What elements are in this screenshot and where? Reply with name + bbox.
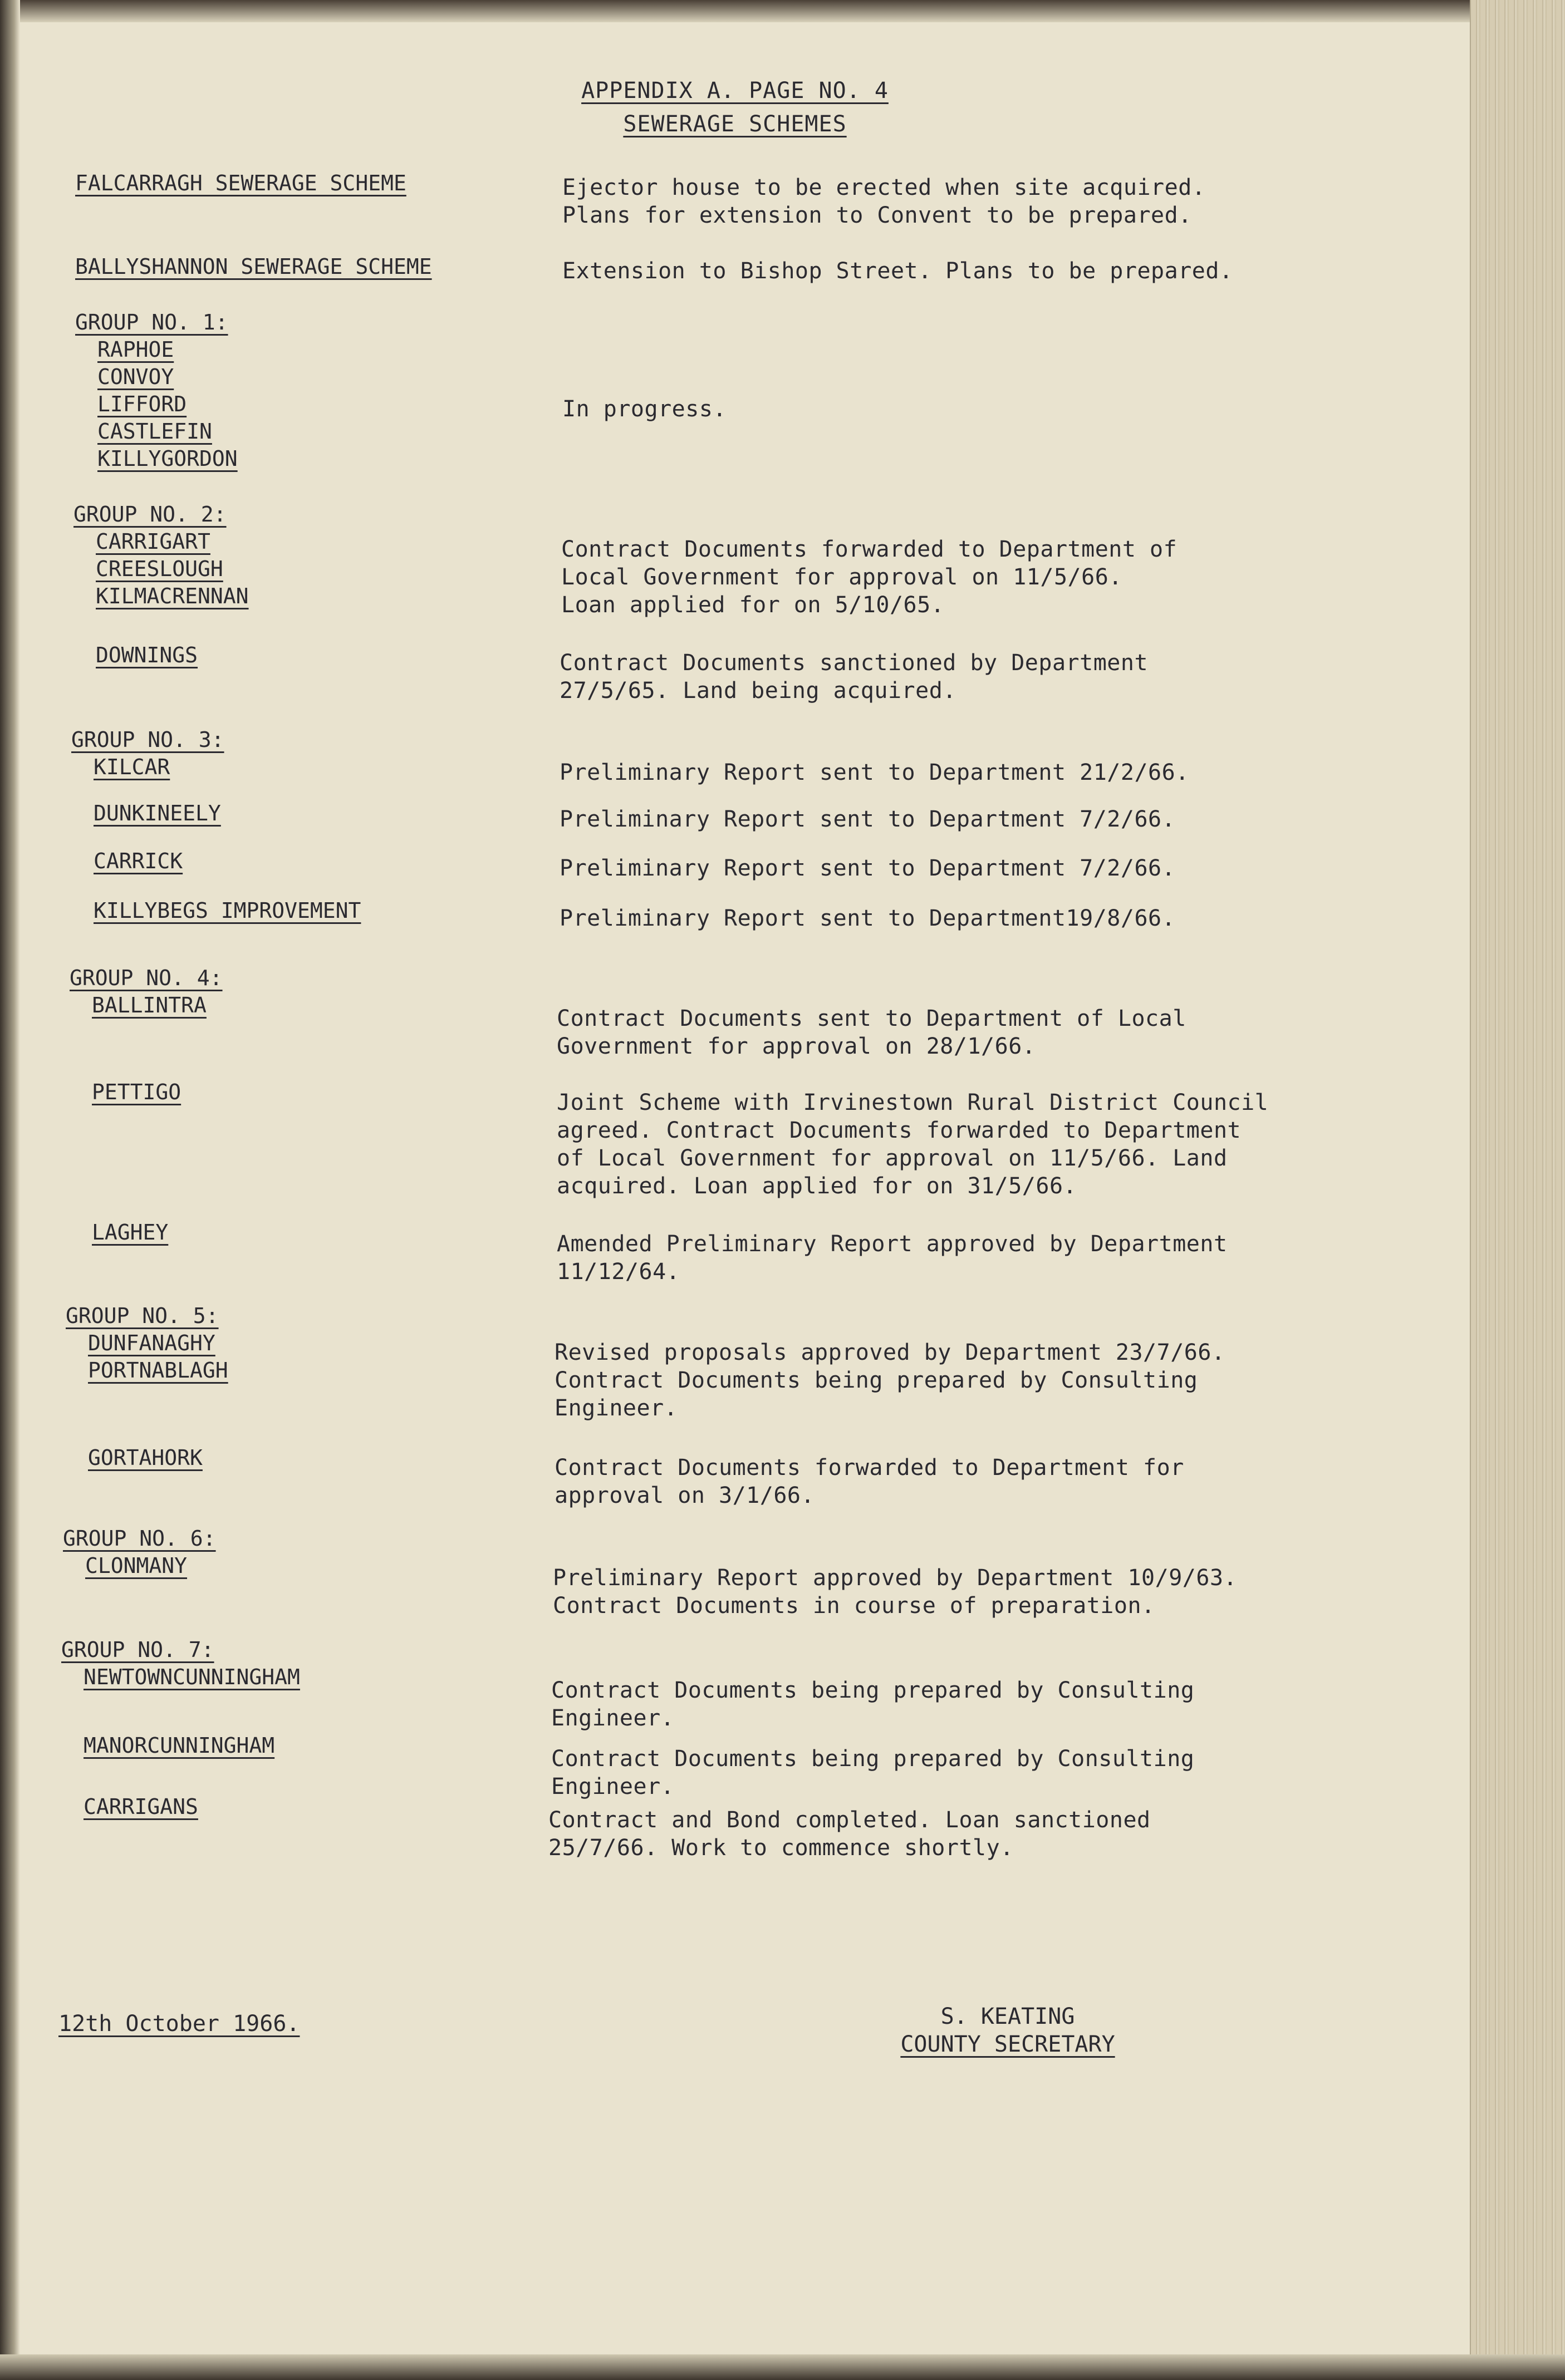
- signature-title: COUNTY SECRETARY: [900, 2032, 1115, 2057]
- page-edge-top: [0, 0, 1565, 22]
- scheme-label-dunkineely: DUNKINEELY: [94, 801, 221, 825]
- document-date: 12th October 1966.: [58, 2011, 300, 2037]
- scheme-label-falcarragh: FALCARRAGH SEWERAGE SCHEME: [75, 171, 406, 195]
- scheme-status-pettigo: Joint Scheme with Irvinestown Rural District Council agreed. Contract Documents forwarded to Department of Local Government for approval on 11/5/66. Land acquired. Loan applied for on 31/5/66.: [557, 1090, 1269, 1199]
- group-2-status: Contract Documents forwarded to Department of Local Government for approval on 11/5/66. Loan applied for on 5/10/65.: [561, 537, 1178, 618]
- page-edge-bottom: [0, 2354, 1565, 2380]
- group-3: GROUP NO. 3: KILCAR: [71, 727, 224, 779]
- scheme-status-laghey: Amended Preliminary Report approved by Department 11/12/64.: [557, 1231, 1228, 1285]
- scheme-label-killybegs: KILLYBEGS IMPROVEMENT: [94, 898, 361, 923]
- scheme-label-carrick: CARRICK: [94, 849, 183, 873]
- scheme-label-laghey: LAGHEY: [92, 1220, 169, 1245]
- scheme-status-carrigans: Contract and Bond completed. Loan sanctioned 25/7/66. Work to commence shortly.: [548, 1807, 1151, 1861]
- group-1-status: In progress.: [562, 396, 727, 422]
- scheme-status-gortahork: Contract Documents forwarded to Department for approval on 3/1/66.: [555, 1455, 1184, 1508]
- group-1: GROUP NO. 1: RAPHOE CONVOY LIFFORD CASTLEFIN KILLYGORDON: [75, 310, 238, 471]
- appendix-heading: APPENDIX A. PAGE NO. 4: [581, 78, 889, 104]
- scheme-status-carrick: Preliminary Report sent to Department 7/2/66.: [560, 855, 1176, 881]
- group-6-status: Preliminary Report approved by Department 10/9/63. Contract Documents in course of preparation.: [553, 1565, 1238, 1619]
- signature-name: S. KEATING: [940, 2004, 1075, 2029]
- book-binding-edge: [1470, 0, 1565, 2380]
- scheme-label-carrigans: CARRIGANS: [84, 1794, 198, 1819]
- group-2: GROUP NO. 2: CARRIGART CREESLOUGH KILMACRENNAN: [73, 502, 249, 608]
- scheme-label-gortahork: GORTAHORK: [88, 1445, 203, 1470]
- group-5: GROUP NO. 5: DUNFANAGHY PORTNABLAGH: [66, 1304, 228, 1383]
- scheme-status-dunkineely: Preliminary Report sent to Department 7/2/66.: [560, 807, 1176, 832]
- group-6: GROUP NO. 6: CLONMANY: [63, 1526, 216, 1578]
- section-heading: SEWERAGE SCHEMES: [623, 111, 847, 137]
- group-7: GROUP NO. 7: NEWTOWNCUNNINGHAM: [61, 1638, 300, 1689]
- page-edge-left: [0, 0, 20, 2380]
- group-4-status: Contract Documents sent to Department of Local Government for approval on 28/1/66.: [557, 1006, 1186, 1059]
- group-5-status: Revised proposals approved by Department 23/7/66. Contract Documents being prepared by Consulting Engineer.: [555, 1340, 1225, 1421]
- scheme-status-ballyshannon: Extension to Bishop Street. Plans to be prepared.: [562, 258, 1233, 284]
- group-4: GROUP NO. 4: BALLINTRA: [70, 966, 223, 1017]
- scheme-status-manorcunningham: Contract Documents being prepared by Consulting Engineer.: [551, 1746, 1195, 1799]
- scheme-label-pettigo: PETTIGO: [92, 1080, 181, 1104]
- group-7-status: Contract Documents being prepared by Consulting Engineer.: [551, 1678, 1195, 1731]
- scheme-label-ballyshannon: BALLYSHANNON SEWERAGE SCHEME: [75, 254, 432, 279]
- scheme-status-falcarragh: Ejector house to be erected when site acquired. Plans for extension to Convent to be prepared.: [562, 175, 1206, 228]
- scheme-label-manorcunningham: MANORCUNNINGHAM: [84, 1733, 275, 1758]
- scheme-label-downings: DOWNINGS: [96, 643, 198, 667]
- signature-block: [869, 2003, 1147, 2058]
- scheme-status-downings: Contract Documents sanctioned by Department 27/5/65. Land being acquired.: [560, 650, 1149, 704]
- scheme-status-killybegs: Preliminary Report sent to Department19/8/66.: [560, 906, 1176, 931]
- group-3-status: Preliminary Report sent to Department 21/2/66.: [560, 760, 1189, 785]
